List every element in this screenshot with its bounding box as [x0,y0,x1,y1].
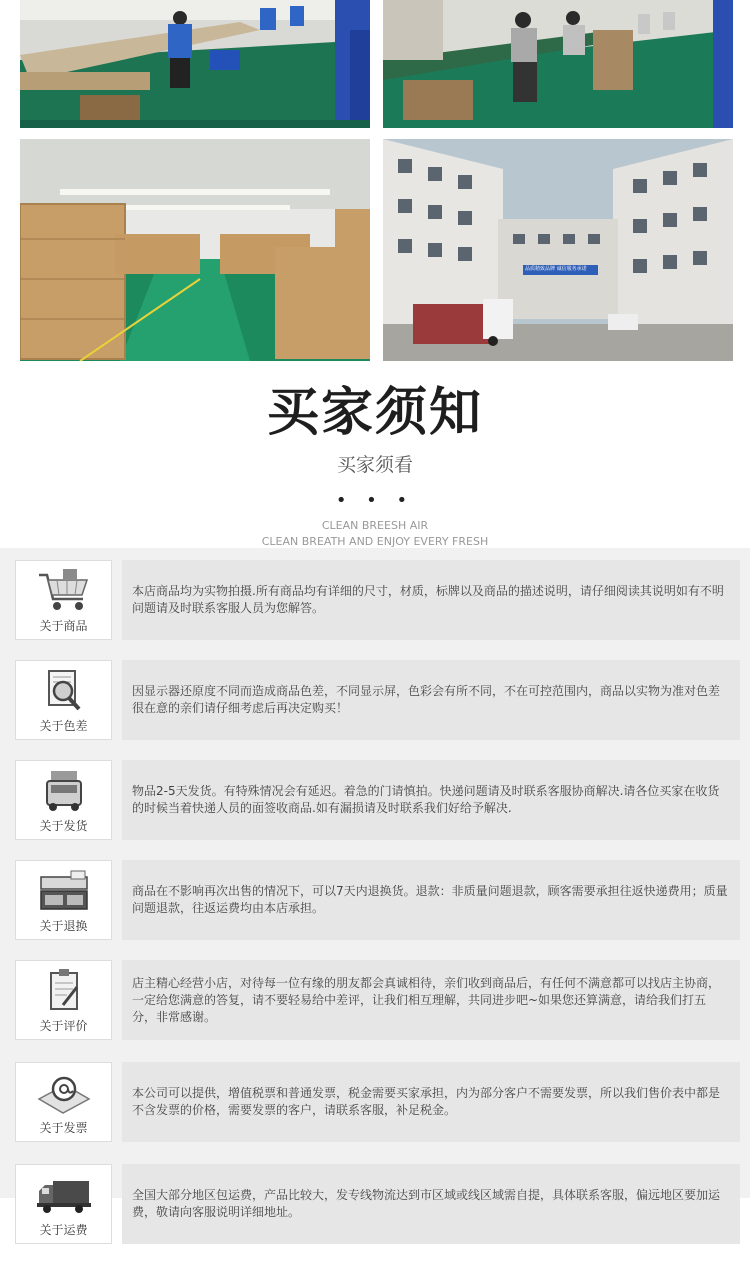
notice-label: 关于发货 [39,819,88,833]
warehouse-photo [20,139,370,361]
building-sign-text: 品质精致品牌 诚信服务承诺 [525,266,587,272]
notice-icon-box [15,860,112,940]
factory-workshop-photo-1 [20,0,370,128]
notice-text: 店主精心经营小店，对待每一位有缘的朋友都会真诚相待，亲们收到商品后，有任何不满意都可以找店主协商，一定给您满意的答复，请不要轻易给中差评，让我们相互理解，共同进步吧~如果您还算满意，请给我们打五分，非常感谢。 [132,975,721,1024]
notice-icon-box [15,560,112,640]
notice-label: 关于评价 [39,1019,88,1033]
notice-row-shipping [15,760,740,840]
notice-text-box [122,860,740,940]
notice-text-box [122,960,740,1040]
english-tagline-1: CLEAN BREESH AIR [321,519,429,532]
notice-label: 关于运费 [39,1223,88,1237]
page-title: 买家须知 [266,383,483,443]
notice-icon-box [15,1062,112,1142]
notice-icon-box [15,960,112,1040]
notice-icon-box [15,1164,112,1244]
at-sign-icon [35,1069,93,1117]
notice-text: 本店商品均为实物拍摄.所有商品均有详细的尺寸，材质，标牌以及商品的描述说明，请仔细阅读其说明如有不明问题请及时联系客服人员为您解答。 [132,584,724,615]
notice-row-freight [15,1164,740,1244]
divider-dots: • • • [335,490,415,511]
boxes-icon [35,867,93,915]
notice-label: 关于商品 [39,619,88,633]
notice-text-box [122,560,740,640]
notice-text-box [122,1164,740,1244]
english-tagline-2: CLEAN BREATH AND ENJOY EVERY FRESH [261,535,489,548]
factory-workshop-photo-2 [383,0,733,128]
notice-text: 因显示器还原度不同而造成商品色差，不同显示屏，色彩会有所不同，不在可控范围内，商品以实物为准对色差很在意的亲们请仔细考虑后再决定购买！ [132,684,721,715]
clipboard-icon [35,967,93,1015]
notice-text: 商品在不影响再次出售的情况下，可以7天内退换货。退款：非质量问题退款，顾客需要承担往返快递费用；质量问题退款，往返运费均由本店承担。 [132,884,728,915]
buyer-notice-header [0,378,750,550]
notice-text-box [122,660,740,740]
notice-text: 全国大部分地区包运费，产品比较大，发专线物流达到市区域或线区域需自提，具体联系客服，偏远地区要加运费，敬请向客服说明详细地址。 [132,1188,721,1219]
notice-row-goods [15,560,740,640]
notice-text: 物品2-5天发货。有特殊情况会有延迟。着急的门请慎拍。快递问题请及时联系客服协商解决.请各位买家在收货的时候当着快递人员的面签收商品.如有漏损请及时联系我们好给予解决. [132,784,720,815]
delivery-truck-icon [35,767,93,815]
notice-icon-box [15,760,112,840]
notice-label: 关于色差 [39,719,88,733]
notice-row-color-difference [15,660,740,740]
shopping-cart-icon [35,567,93,615]
factory-building-photo [383,139,733,361]
notice-text-box [122,1062,740,1142]
notice-row-returns [15,860,740,940]
page-subtitle: 买家须看 [336,454,413,476]
notice-row-reviews [15,960,740,1040]
notice-label: 关于退换 [39,919,88,933]
notice-text: 本公司可以提供，增值税票和普通发票，税金需要买家承担，内为部分客户不需要发票，所以我们售价表中都是不含发票的价格，需要发票的客户，请联系客服，补足税金。 [132,1086,721,1117]
notice-label: 关于发票 [39,1121,88,1135]
notice-row-invoice [15,1062,740,1142]
truck-icon [35,1171,93,1219]
notice-text-box [122,760,740,840]
notice-icon-box [15,660,112,740]
magnifier-icon [35,667,93,715]
